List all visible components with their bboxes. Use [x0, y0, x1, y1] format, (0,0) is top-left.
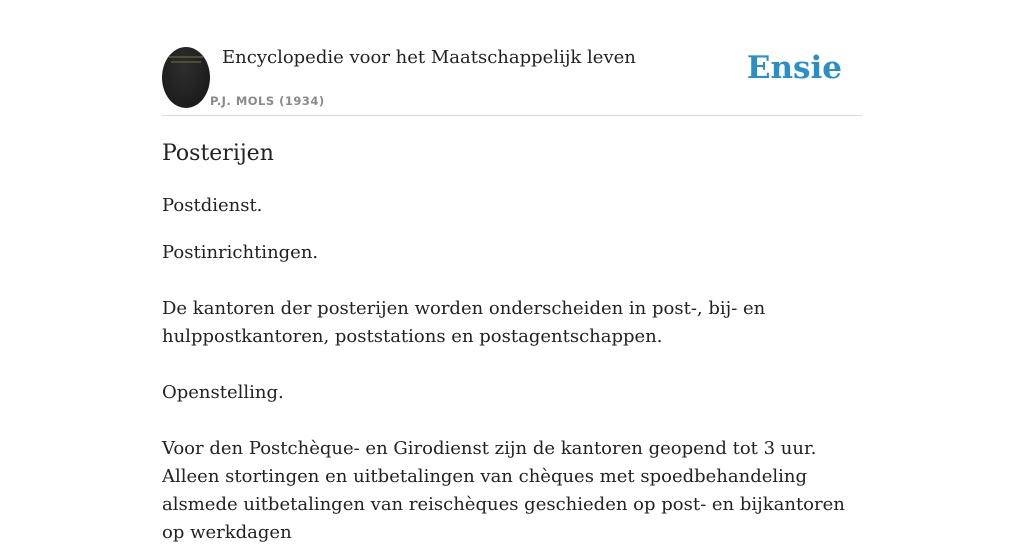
cover-subtitle-stripe — [171, 61, 201, 63]
article-title: Posterijen — [162, 141, 274, 166]
article-paragraph: Postinrichtingen. — [162, 242, 319, 263]
article — [162, 138, 862, 547]
book-cover-icon[interactable] — [162, 47, 210, 108]
article-paragraph: Voor den Postchèque- en Girodienst zijn de kantoren geopend tot 3 uur. Alleen stortingen en uitbetalingen van chèques met spoedbehandeling alsmede uitbetalingen van reischèques geschieden op post- en bijkantoren op werkdagen — [162, 438, 845, 543]
header — [162, 46, 862, 116]
article-paragraph: Postdienst. — [162, 195, 263, 216]
article-paragraph: Openstelling. — [162, 382, 284, 403]
cover-title-stripe — [169, 56, 203, 58]
author-label: P.J. MOLS (1934) — [210, 94, 325, 108]
ensie-logo-link[interactable]: Ensie — [746, 50, 842, 86]
article-paragraph: De kantoren der posterijen worden onderscheiden in post-, bij- en hulppostkantoren, poststations en postagentschappen. — [162, 298, 766, 347]
book-title[interactable]: Encyclopedie voor het Maatschappelijk leven — [222, 47, 636, 68]
